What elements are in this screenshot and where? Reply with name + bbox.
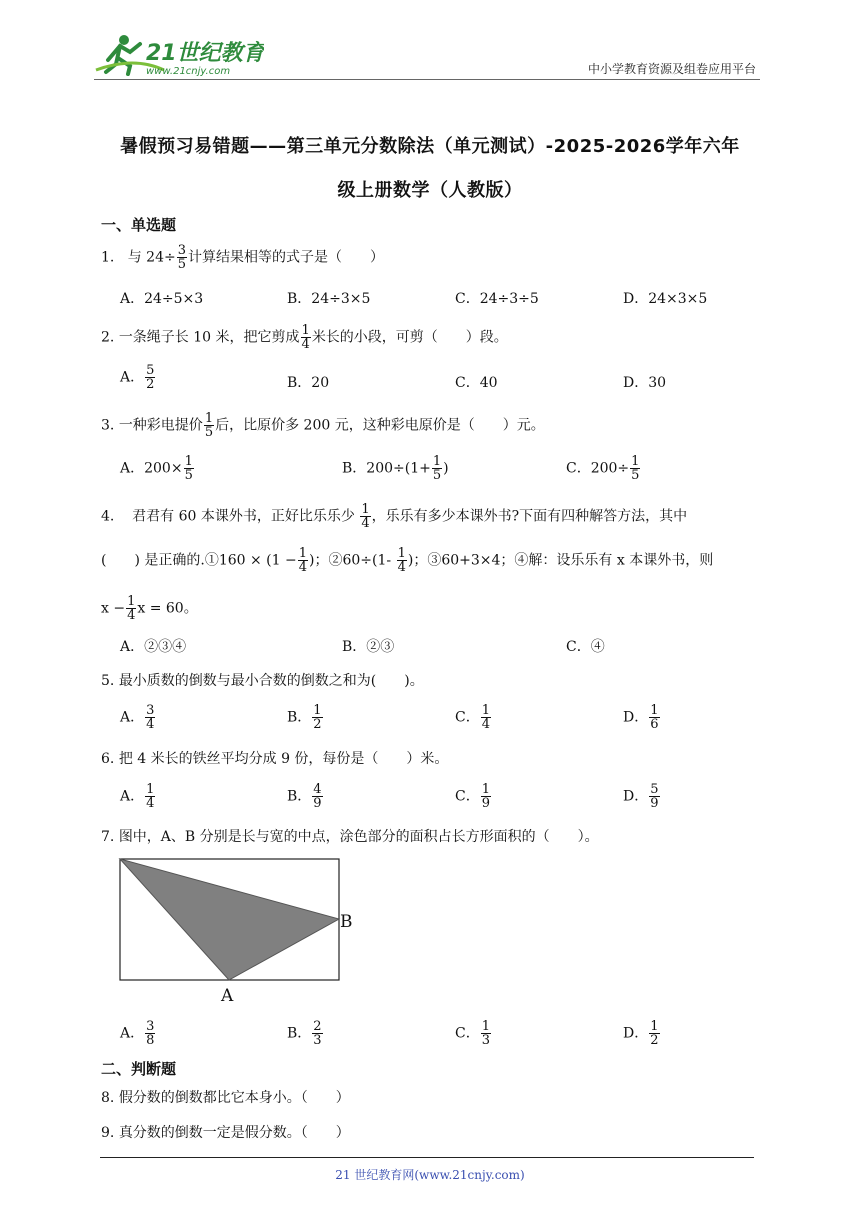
question-text: 一种彩电提价 <box>118 417 203 434</box>
option-a[interactable]: A． $\frac{3}{8}$ <box>120 1019 155 1048</box>
question-9 <box>101 1122 350 1142</box>
question-3 <box>101 412 545 439</box>
question-number: 9. <box>101 1125 115 1141</box>
section-heading-single-choice: 一、单选题 <box>101 216 177 234</box>
question-number: 6. <box>101 751 115 767</box>
fraction: $\frac{1}{3}$ <box>481 1019 490 1048</box>
fraction: $\frac{2}{3}$ <box>313 1019 322 1048</box>
fraction: $\frac{1}{9}$ <box>481 782 490 811</box>
fraction: $\frac{1}{4}$ <box>481 703 490 732</box>
fraction: $\frac{5}{9}$ <box>650 782 659 811</box>
option-a[interactable]: A．24÷5×3 <box>120 291 204 307</box>
question-text: 米长的小段，可剪（ ）段。 <box>311 329 508 346</box>
question-number: 5. <box>101 673 115 689</box>
question-text: 把 4 米长的铁丝平均分成 9 份，每份是（ ）米。 <box>118 751 449 767</box>
fraction: $\frac{1}{4}$ <box>298 546 308 575</box>
question-4-line3: x − $\frac{1}{4}$ x = 60。 <box>101 594 198 623</box>
question-text: 图中，A、B 分别是长与宽的中点，涂色部分的面积占长方形面积的（ ）。 <box>118 829 599 845</box>
question-4-line2: ( ) 是正确的.①160 × (1 − $\frac{1}{4}$ )；②60÷(1- $\frac{1}{4}$ )；③60+3×4；④解：设乐乐有 x 本课外书，则 <box>101 546 714 575</box>
option-a[interactable]: A． $\frac{1}{4}$ <box>120 782 155 811</box>
option-c[interactable]: C．200÷ $\frac{1}{5}$ <box>566 454 640 483</box>
label-b: B <box>340 912 353 932</box>
option-d[interactable]: D．24×3×5 <box>623 291 708 307</box>
label-a: A <box>221 986 234 1006</box>
page-title-line1: 暑假预习易错题——第三单元分数除法（单元测试）-2025-2026学年六年 <box>120 136 740 157</box>
option-b[interactable]: B． $\frac{1}{2}$ <box>287 703 322 732</box>
rectangle-figure <box>116 854 366 1010</box>
option-b[interactable]: B．②③ <box>342 639 395 655</box>
question-number: 2. <box>101 329 115 346</box>
question-text: 假分数的倒数都比它本身小。（ ） <box>118 1090 350 1106</box>
option-c[interactable]: C． $\frac{1}{9}$ <box>455 782 490 811</box>
fraction: $\frac{1}{2}$ <box>313 703 322 732</box>
fraction: $\frac{1}{4}$ <box>127 594 136 623</box>
question-text: 最小质数的倒数与最小合数的倒数之和为( )。 <box>118 673 424 689</box>
fraction: $\frac{1}{2}$ <box>650 1019 659 1048</box>
question-5 <box>101 670 424 690</box>
question-number: 8. <box>101 1090 115 1106</box>
option-a[interactable]: A．②③④ <box>120 639 187 655</box>
svg-text:www.21cnjy.com: www.21cnjy.com <box>146 66 231 77</box>
question-1 <box>101 244 384 271</box>
option-d[interactable]: D． $\frac{1}{6}$ <box>623 703 659 732</box>
option-c[interactable]: C．40 <box>455 375 498 391</box>
page-title-line2: 级上册数学（人教版） <box>337 180 523 201</box>
question-text: 与 24÷ <box>127 249 176 266</box>
question-number: 7. <box>101 829 115 845</box>
option-a[interactable]: A． $\frac{5}{2}$ <box>120 363 155 392</box>
header-divider <box>94 79 760 80</box>
option-c[interactable]: C． $\frac{1}{3}$ <box>455 1019 490 1048</box>
fraction: $\frac{1}{4}$ <box>397 546 406 575</box>
option-c[interactable]: C． $\frac{1}{4}$ <box>455 703 490 732</box>
question-8 <box>101 1087 350 1107</box>
fraction: $\frac{1}{4}$ <box>301 323 310 352</box>
fraction: $\frac{3}{8}$ <box>146 1019 155 1048</box>
logo-graphic <box>94 30 264 78</box>
geometry-diagram <box>116 854 366 1010</box>
fraction: $\frac{1}{5}$ <box>631 454 640 483</box>
option-b[interactable]: B． $\frac{4}{9}$ <box>287 782 322 811</box>
footer-divider <box>100 1157 754 1158</box>
question-number: 1. <box>101 249 115 266</box>
option-a[interactable]: A．200× $\frac{1}{5}$ <box>120 454 193 483</box>
header-platform-text: 中小学教育资源及组卷应用平台 <box>587 62 756 76</box>
question-text: 计算结果相等的式子是（ ） <box>188 249 384 266</box>
option-b[interactable]: B．20 <box>287 375 330 391</box>
question-text: 后，比原价多 200 元，这种彩电原价是（ ）元。 <box>215 417 545 434</box>
footer-link[interactable]: 21 世纪教育网(www.21cnjy.com) <box>335 1168 525 1182</box>
option-d[interactable]: D． $\frac{1}{2}$ <box>623 1019 659 1048</box>
question-number: 3. <box>101 417 115 434</box>
site-logo <box>94 30 264 78</box>
option-d[interactable]: D． $\frac{5}{9}$ <box>623 782 659 811</box>
question-text: 真分数的倒数一定是假分数。（ ） <box>118 1125 350 1141</box>
question-number: 4. <box>101 508 115 525</box>
section-heading-true-false: 二、判断题 <box>101 1060 177 1078</box>
svg-text:21世纪教育: 21世纪教育 <box>146 41 264 66</box>
option-b[interactable]: B．24÷3×5 <box>287 291 371 307</box>
fraction: $\frac{1}{5}$ <box>204 411 214 440</box>
question-2 <box>101 324 508 351</box>
question-4-line1: 4. 君君有 60 本课外书，正好比乐乐少 $\frac{1}{4}$ ，乐乐有多少本课外书?下面有四种解答方法，其中 <box>101 502 688 531</box>
option-d[interactable]: D．30 <box>623 375 667 391</box>
fraction: $\frac{4}{9}$ <box>313 782 322 811</box>
fraction: $\frac{1}{5}$ <box>432 454 442 483</box>
fraction: $\frac{1}{5}$ <box>184 454 193 483</box>
fraction: $\frac{5}{2}$ <box>146 363 155 392</box>
question-text: 一条绳子长 10 米，把它剪成 <box>118 329 300 346</box>
fraction: $\frac{3}{5}$ <box>177 243 186 272</box>
fraction: $\frac{1}{6}$ <box>650 703 659 732</box>
option-b[interactable]: B．200÷(1+ $\frac{1}{5}$ ) <box>342 454 449 483</box>
question-6 <box>101 748 448 768</box>
option-b[interactable]: B． $\frac{2}{3}$ <box>287 1019 322 1048</box>
fraction: $\frac{1}{4}$ <box>361 502 370 531</box>
option-c[interactable]: C．24÷3÷5 <box>455 291 539 307</box>
option-a[interactable]: A． $\frac{3}{4}$ <box>120 703 155 732</box>
fraction: $\frac{3}{4}$ <box>146 703 155 732</box>
question-7 <box>101 826 599 846</box>
option-c[interactable]: C．④ <box>566 639 605 655</box>
fraction: $\frac{1}{4}$ <box>146 782 155 811</box>
